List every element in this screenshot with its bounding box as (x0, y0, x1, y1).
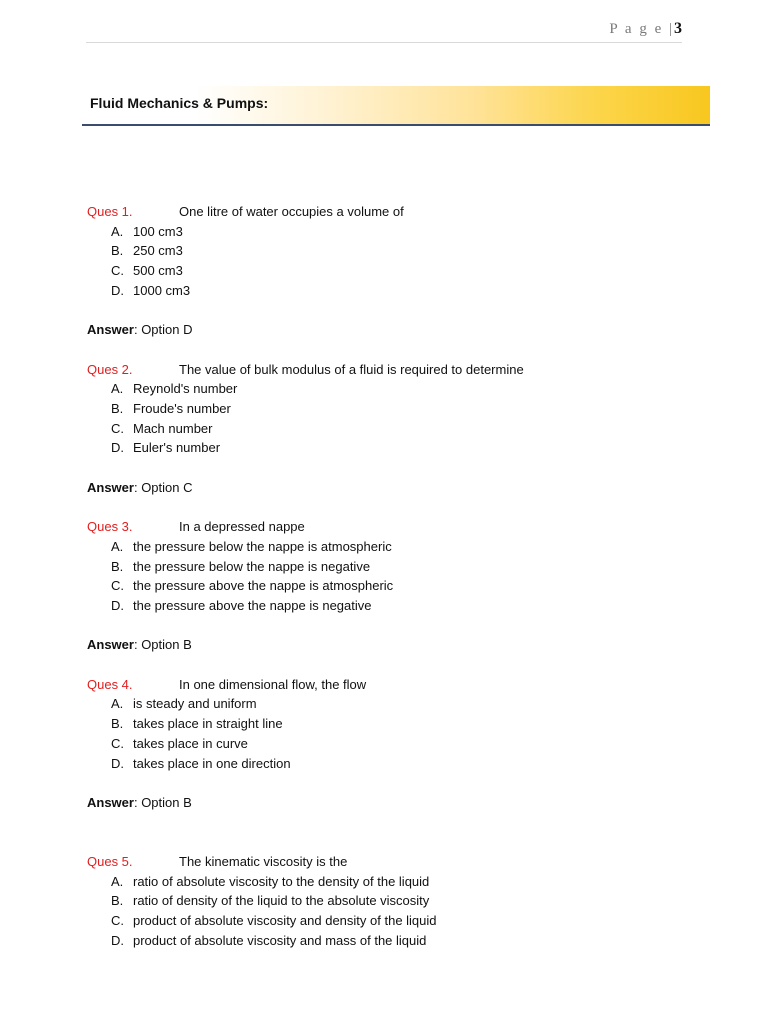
question-line (87, 852, 687, 872)
option-text: Euler's number (133, 440, 221, 456)
option-item (87, 281, 687, 301)
option-item (87, 872, 687, 892)
option-text: Mach number (133, 420, 213, 436)
option-item (87, 911, 687, 931)
option-item (87, 537, 687, 557)
option-item (87, 419, 687, 439)
answer-label: Answer (87, 322, 134, 338)
option-letter: B. (111, 558, 124, 574)
option-letter: C. (111, 263, 124, 279)
question-5 (87, 852, 687, 951)
question-3 (87, 517, 687, 655)
question-line (87, 360, 687, 380)
option-item (87, 379, 687, 399)
option-item (87, 891, 687, 911)
option-letter: A. (111, 223, 124, 239)
option-text: the pressure above the nappe is atmospheric (133, 578, 394, 594)
option-text: takes place in one direction (133, 755, 291, 771)
option-list (87, 537, 687, 616)
option-letter: C. (111, 913, 124, 929)
page-number: 3 (674, 20, 682, 37)
option-item (87, 714, 687, 734)
option-text: product of absolute viscosity and density of the liquid (133, 913, 437, 929)
question-line (87, 202, 687, 222)
option-text: takes place in straight line (133, 716, 283, 732)
page-label: P a g e | (609, 21, 674, 37)
question-2 (87, 360, 687, 498)
option-item (87, 557, 687, 577)
option-list (87, 379, 687, 458)
question-text: One litre of water occupies a volume of (179, 204, 404, 219)
option-text: product of absolute viscosity and mass of the liquid (133, 932, 427, 948)
answer-line (87, 320, 687, 340)
option-list (87, 694, 687, 773)
option-letter: B. (111, 243, 124, 259)
answer-label: Answer (87, 794, 134, 810)
option-item (87, 596, 687, 616)
question-list (87, 202, 687, 951)
option-letter: A. (111, 873, 124, 889)
page-header (609, 20, 682, 38)
option-letter: D. (111, 755, 124, 771)
option-text: ratio of density of the liquid to the absolute viscosity (133, 893, 430, 909)
question-line (87, 675, 687, 695)
question-label: Ques 4. (87, 676, 133, 692)
option-item (87, 694, 687, 714)
answer-value: : Option B (133, 637, 192, 653)
answer-label: Answer (87, 637, 134, 653)
option-letter: A. (111, 696, 124, 712)
answer-value: : Option D (133, 322, 193, 338)
option-text: ratio of absolute viscosity to the density of the liquid (133, 873, 430, 889)
option-text: Froude's number (133, 401, 231, 416)
option-text: 250 cm3 (133, 243, 183, 259)
section-banner (82, 86, 710, 126)
question-text: The value of bulk modulus of a fluid is required to determine (179, 361, 524, 377)
answer-line (87, 793, 687, 813)
option-letter: D. (111, 440, 124, 456)
option-text: the pressure below the nappe is atmospheric (133, 538, 392, 554)
option-item (87, 931, 687, 951)
option-letter: D. (111, 282, 124, 298)
answer-value: : Option B (133, 794, 192, 810)
option-item (87, 576, 687, 596)
answer-value: : Option C (133, 479, 193, 495)
question-label: Ques 1. (87, 204, 133, 219)
option-text: the pressure above the nappe is negative (133, 598, 372, 613)
option-item (87, 734, 687, 754)
option-text: the pressure below the nappe is negative (133, 558, 371, 574)
question-1 (87, 202, 687, 340)
option-item (87, 222, 687, 242)
question-label: Ques 2. (87, 361, 133, 377)
question-4 (87, 675, 687, 813)
question-text: The kinematic viscosity is the (179, 854, 348, 870)
option-letter: D. (111, 598, 124, 613)
answer-line (87, 478, 687, 498)
answer-line (87, 635, 687, 655)
option-item (87, 754, 687, 774)
option-list (87, 872, 687, 951)
option-text: 100 cm3 (133, 223, 183, 239)
option-item (87, 261, 687, 281)
option-letter: C. (111, 420, 124, 436)
option-letter: A. (111, 381, 124, 397)
option-text: 1000 cm3 (133, 282, 191, 298)
question-label: Ques 5. (87, 854, 133, 870)
answer-label: Answer (87, 479, 134, 495)
option-letter: C. (111, 578, 124, 594)
option-item (87, 438, 687, 458)
question-label: Ques 3. (87, 519, 133, 535)
section-title: Fluid Mechanics & Pumps: (90, 95, 269, 111)
option-letter: A. (111, 538, 124, 554)
option-text: 500 cm3 (133, 263, 183, 279)
header-divider (86, 42, 682, 43)
question-text: In one dimensional flow, the flow (179, 676, 367, 692)
option-item (87, 399, 687, 419)
option-text: takes place in curve (133, 735, 248, 751)
option-text: Reynold's number (133, 381, 238, 397)
option-letter: C. (111, 735, 124, 751)
option-text: is steady and uniform (133, 696, 257, 712)
option-letter: B. (111, 716, 124, 732)
spacer (87, 832, 687, 852)
option-list (87, 222, 687, 301)
question-text: In a depressed nappe (179, 519, 305, 535)
question-line (87, 517, 687, 537)
option-letter: D. (111, 932, 124, 948)
option-item (87, 241, 687, 261)
option-letter: B. (111, 893, 124, 909)
option-letter: B. (111, 401, 124, 416)
